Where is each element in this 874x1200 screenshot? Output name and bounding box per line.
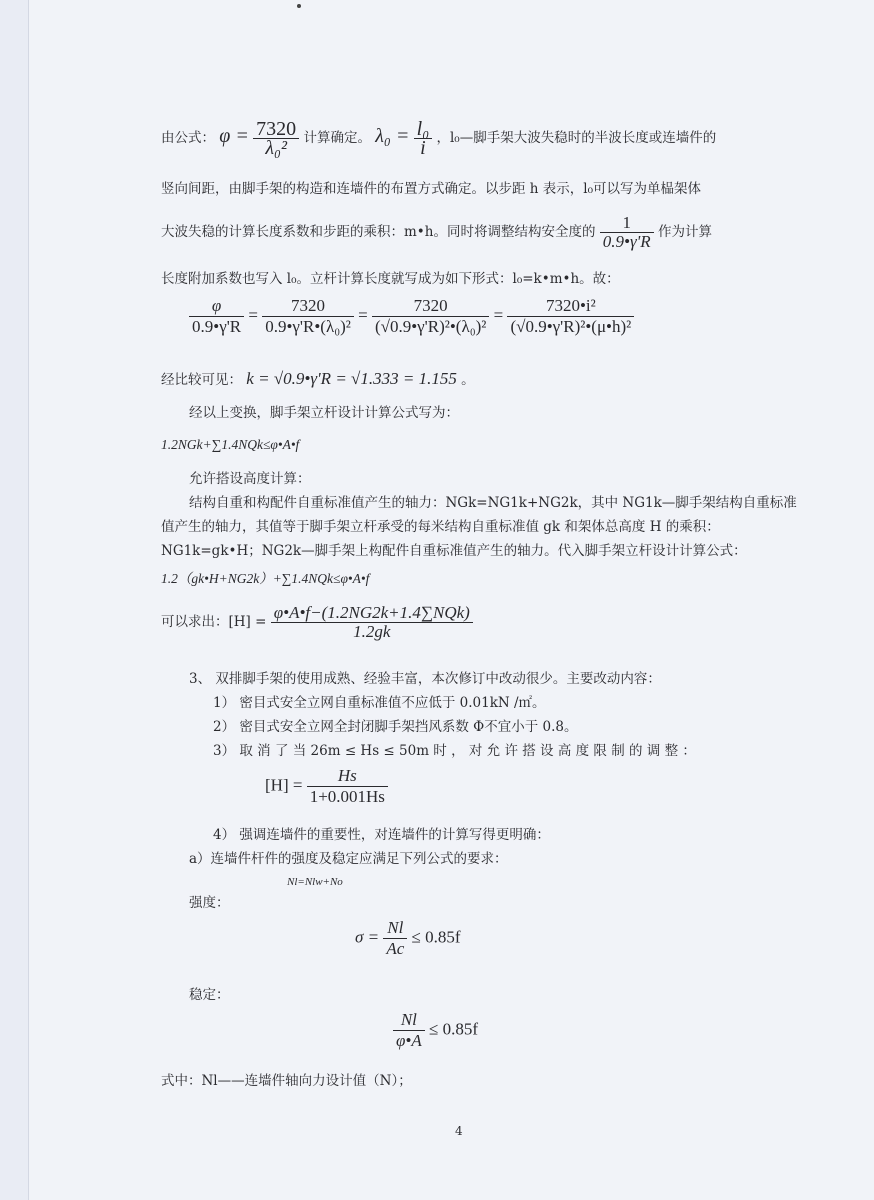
para-axial-2: 值产生的轴力，其值等于脚手架立杆承受的每米结构自重标准值 gk 和架体总高度 H 的乘积： bbox=[161, 519, 720, 535]
nl-formula: Nl=Nlw+No bbox=[287, 876, 343, 888]
intro-lead: 由公式： bbox=[161, 130, 215, 146]
stability-denominator: φ•A bbox=[396, 1031, 422, 1050]
chain-t1-den: 0.9•γ'R bbox=[192, 317, 242, 336]
strength-lhs: σ = bbox=[355, 927, 380, 947]
h-numerator: Hs bbox=[307, 766, 388, 787]
page-number: 4 bbox=[455, 1124, 463, 1138]
k-lead: 经比较可见： bbox=[161, 372, 242, 388]
chain-t2-num: 7320 bbox=[262, 296, 354, 317]
chain-t2-den: 0.9•γ'R•(λ₀)² bbox=[265, 317, 351, 336]
stability-numerator: Nl bbox=[393, 1010, 425, 1031]
h-fraction bbox=[307, 766, 388, 807]
chain-term-3 bbox=[372, 296, 489, 337]
chain-term-4 bbox=[507, 296, 634, 337]
solve-lead: 可以求出：[H] = bbox=[161, 614, 267, 630]
heading-height: 允许搭设高度计算： bbox=[189, 471, 311, 487]
stability-fraction bbox=[393, 1010, 425, 1051]
strength-denominator: Ac bbox=[386, 939, 405, 958]
safety-numerator: 1 bbox=[600, 214, 654, 233]
solve-denominator: 1.2gk bbox=[353, 622, 391, 641]
strength-label: 强度： bbox=[189, 895, 230, 911]
h-equation bbox=[265, 766, 388, 807]
document-page bbox=[28, 0, 874, 1200]
chain-term-1 bbox=[189, 296, 244, 337]
para1-line-2 bbox=[161, 214, 712, 251]
chain-equation: $\frac{\varphi}{0.9•\gamma'R}$ = $\frac{7320}{\text{0.9•γ'R•(λ₀)²}}$ = $\frac{7320}{\text{(√0.9•γ'R)²•(λ₀)²}}$ = $\frac{\text{7320•i²}}{\text{(√0.9•γ'R)²•(μ•h)²}}$ bbox=[189, 296, 634, 337]
chain-t4-den: (√0.9•γ'R)²•(μ•h)² bbox=[510, 317, 632, 336]
section3-title: 3、 双排脚手架的使用成熟、经验丰富，本次修订中改动很少。主要改动内容： bbox=[189, 671, 661, 687]
chain-term-2 bbox=[262, 296, 354, 337]
k-line bbox=[161, 370, 475, 389]
lambda-fraction bbox=[414, 120, 433, 157]
strength-rhs: ≤ 0.85f bbox=[411, 927, 461, 947]
solve-fraction bbox=[271, 604, 473, 641]
section3-item-3: 3） 取 消 了 当 26m ≤ Hs ≤ 50m 时 ， 对 允 许 搭 设 高 度 限 制 的 调 整 ： bbox=[213, 743, 696, 759]
para-axial-3: NG1k=gk•H；NG2k—脚手架上构配件自重标准值产生的轴力。代入脚手架立杆设计计算公式： bbox=[161, 543, 747, 559]
chain-t4-num: 7320•i² bbox=[507, 296, 634, 317]
lambda-denominator: i bbox=[420, 137, 426, 159]
phi-denominator: λ₀² bbox=[265, 137, 287, 159]
formula-intro-line bbox=[161, 120, 716, 157]
solve-line bbox=[161, 604, 473, 641]
lambda-equals: λ₀ = bbox=[375, 125, 410, 147]
section3-item-2: 2） 密目式安全立网全封闭脚手架挡风系数 Φ不宜小于 0.8。 bbox=[213, 719, 578, 735]
chain-t3-num: 7320 bbox=[372, 296, 489, 317]
scan-dot-mark bbox=[297, 4, 301, 8]
section3-item-1: 1） 密目式安全立网自重标准值不应低于 0.01kN /㎡。 bbox=[213, 695, 546, 711]
h-lhs: [H] = bbox=[265, 775, 303, 795]
para1-line-1: 竖向间距，由脚手架的构造和连墙件的布置方式确定。以步距 h 表示，l₀可以写为单榀架体 bbox=[161, 181, 702, 197]
h-denominator: 1+0.001Hs bbox=[309, 787, 385, 806]
para-axial-1: 结构自重和构配件自重标准值产生的轴力：NGk=NG1k+NG2k，其中 NG1k—脚手架结构自重标准 bbox=[189, 495, 797, 511]
phi-equals: φ = bbox=[219, 125, 249, 147]
para-transform: 经以上变换，脚手架立杆设计计算公式写为： bbox=[189, 405, 459, 421]
stability-rhs: ≤ 0.85f bbox=[429, 1019, 478, 1039]
safety-fraction bbox=[600, 214, 654, 251]
solve-numerator: φ•A•f−(1.2NG2k+1.4∑NQk) bbox=[271, 604, 473, 623]
section3-item-4: 4） 强调连墙件的重要性，对连墙件的计算写得更明确： bbox=[213, 827, 550, 843]
chain-t1-num: φ bbox=[189, 296, 244, 317]
k-formula: k = √0.9•γ'R = √1.333 = 1.155 bbox=[246, 369, 457, 388]
lambda-numerator: l₀ bbox=[414, 120, 433, 139]
strength-formula bbox=[355, 918, 461, 959]
formula-design: 1.2NGk+∑1.4NQk≤φ•A•f bbox=[161, 437, 300, 452]
section3-item-a: a）连墙件杆件的强度及稳定应满足下列公式的要求： bbox=[189, 851, 508, 867]
para1-line-3: 长度附加系数也写入 l₀。立杆计算长度就写成为如下形式：l₀=k•m•h。故： bbox=[161, 271, 620, 287]
stability-label: 稳定： bbox=[189, 987, 230, 1003]
intro-tail: ，l₀—脚手架大波失稳时的半波长度或连墙件的 bbox=[436, 130, 717, 146]
strength-fraction bbox=[383, 918, 407, 959]
k-end: 。 bbox=[461, 372, 475, 388]
para1-line-2-text: 大波失稳的计算长度系数和步距的乘积：m•h。同时将调整结构安全度的 bbox=[161, 224, 596, 240]
formula-design-2: 1.2（gk•H+NG2k）+∑1.4NQk≤φ•A•f bbox=[161, 571, 370, 586]
stability-formula bbox=[393, 1010, 478, 1051]
chain-t3-den: (√0.9•γ'R)²•(λ₀)² bbox=[374, 317, 487, 336]
safety-denominator: 0.9•γ'R bbox=[602, 232, 651, 251]
footnote: 式中：Nl——连墙件轴向力设计值（N）； bbox=[161, 1073, 412, 1089]
determined-text: 计算确定。 bbox=[303, 130, 371, 146]
strength-numerator: Nl bbox=[383, 918, 407, 939]
phi-numerator: 7320 bbox=[253, 120, 299, 139]
safety-tail: 作为计算 bbox=[657, 224, 712, 240]
phi-fraction bbox=[253, 120, 299, 157]
